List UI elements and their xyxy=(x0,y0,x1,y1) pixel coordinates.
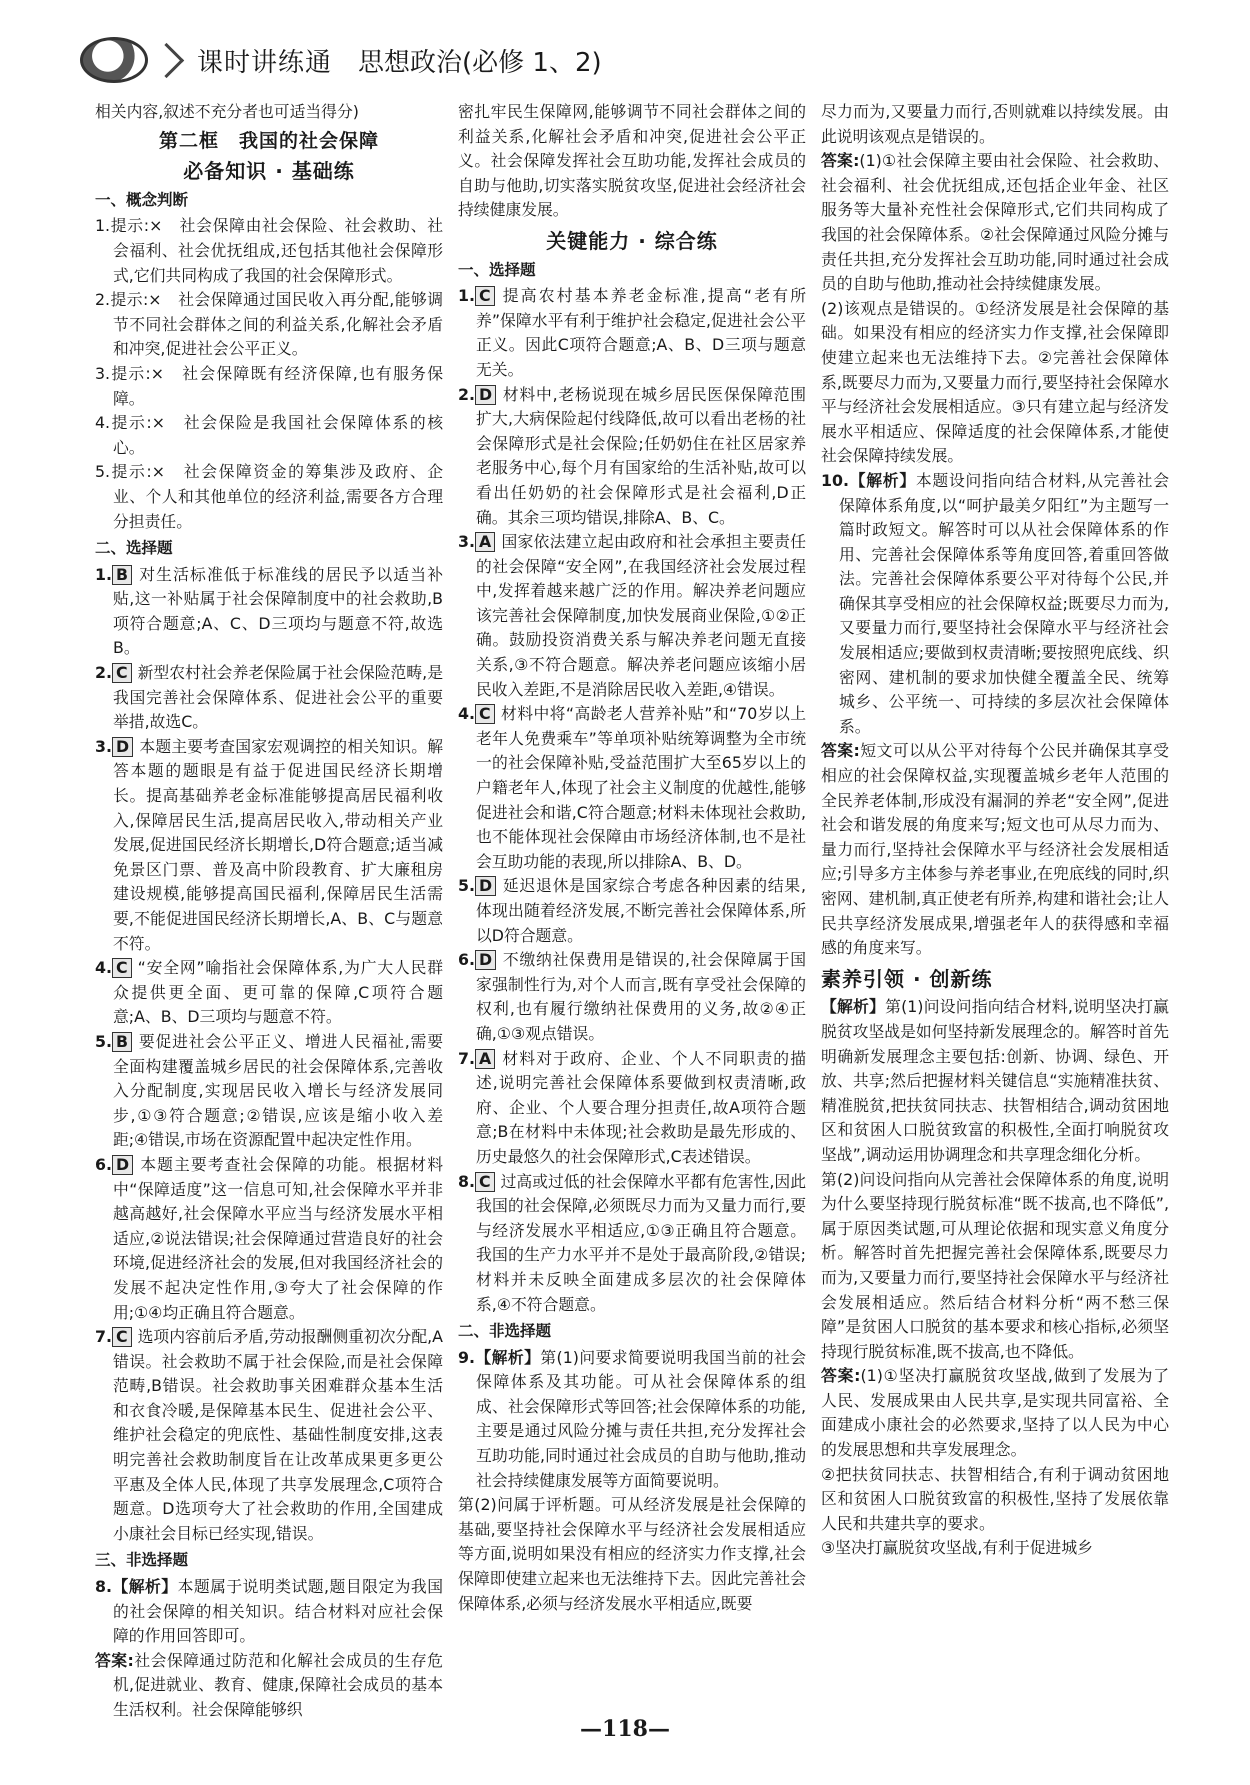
heading-concept: 一、概念判断 xyxy=(95,190,189,209)
q8-answer: 答案:社会保障通过防范和化解社会成员的生存危机,促进就业、教育、健康,保障社会成员的基本生活权利。社会保障能够织 xyxy=(95,1650,443,1719)
content-columns xyxy=(95,100,1170,1719)
concept-item: 1.提示:× 社会保障由社会保险、社会救助、社会福利、社会优抚组成,还包括其他社会保障形式,它们共同构成了我国的社会保障形式。 xyxy=(95,216,443,285)
q9-analysis: 9.【解析】第(1)问要求简要说明我国当前的社会保障体系及其功能。可从社会保障体系的组成、社会保障形式等回答;社会保障体系的功能,主要是通过风险分摊与责任共担,充分发挥社会互助功能,同时通过社会成员的自助与他助,推动社会持续健康发展等方面简要说明。 xyxy=(458,1347,806,1490)
answer-badge: D xyxy=(112,737,133,757)
answer-badge: D xyxy=(112,1155,133,1175)
answer-badge: B xyxy=(112,1032,132,1052)
heading-nonchoice: 三、非选择题 xyxy=(95,1551,189,1570)
section-title-ability: 关键能力 · 综合练 xyxy=(546,228,718,253)
choice-item: 2. C 新型农村社会养老保险属于社会保险范畴,是我国完善社会保障体系、促进社会公平的重要举措,故选C。 xyxy=(95,663,443,732)
page-number: —118— xyxy=(580,1716,670,1742)
answer-badge: C xyxy=(475,704,495,724)
concept-item: 5.提示:× 社会保障资金的筹集涉及政府、企业、个人和其他单位的经济利益,需要各方合理分担责任。 xyxy=(95,462,443,531)
innovation-analysis: 【解析】第(1)问设问指向结合材料,说明坚决打赢脱贫攻坚战是如何坚持新发展理念的。解答时首先明确新发展理念主要包括:创新、协调、绿色、开放、共享;然后把握材料关键信息“实施精准扶贫、精准脱贫,把扶贫同扶志、扶智相结合,调动贫困地区和贫困人口脱贫致富的积极性,全面打响脱贫攻坚战”,调动运用协调理念和共享理念细化分析。 xyxy=(821,997,1169,1164)
q10-answer: 答案:短文可以从公平对待每个公民并确保其享受相应的社会保障权益,实现覆盖城乡老年人范围的全民养老体制,形成没有漏洞的养老“安全网”,促进社会和谐发展的角度来写;短文也可从尽力而为、量力而行,坚持社会保障水平与经济社会发展相适应;引导多方主体参与养老事业,在兜底线的同时,织密网、建机制,真正使老有所养,构建和谐社会;让人民共享经济发展成果,增强老年人的获得感和幸福感的角度来写。 xyxy=(821,741,1169,958)
choice-item: 8. C 过高或过低的社会保障水平都有危害性,因此我国的社会保障,必须既尽力而为又量力而行,要与经济发展水平相适应,①③正确且符合题意。我国的生产力水平并不是处于最高阶段,②错误;材料并未反映全面建成多层次的社会保障体系,④不符合题意。 xyxy=(458,1171,806,1314)
concept-item: 3.提示:× 社会保障既有经济保障,也有服务保障。 xyxy=(95,363,443,408)
carry-text: 密扎牢民生保障网,能够调节不同社会群体之间的利益关系,化解社会矛盾和冲突,促进社会公平正义。社会保障发挥社会互助功能,发挥社会成员的自助与他助,切实落实脱贫攻坚,促进社会经济社会持续健康发展。 xyxy=(458,102,806,220)
page-header xyxy=(80,28,1170,92)
section-title-basic: 必备知识 · 基础练 xyxy=(183,159,355,184)
choice-item: 7. A 材料对于政府、企业、个人不同职责的描述,说明完善社会保障体系要做到权责清晰,政府、企业、个人要合理分担责任,故A项符合题意;B在材料中未体现;社会救助是最先形成的、历史最悠久的社会保障形式,C表述错误。 xyxy=(458,1048,806,1166)
innovation-analysis-2: 第(2)问设问指向从完善社会保障体系的角度,说明为什么要坚持现行脱贫标准“既不拔高,也不降低”,属于原因类试题,可从理论依据和现实意义角度分析。解答时首先把握完善社会保障体系,既要尽力而为,又要量力而行,要坚持社会保障水平与经济社会发展相适应。然后结合材料分析“两不愁三保障”是贫困人口脱贫的基本要求和核心指标,必须坚持现行脱贫标准,既不拔高,也不降低。 xyxy=(821,1169,1169,1361)
choice-item: 3. A 国家依法建立起由政府和社会承担主要责任的社会保障“安全网”,在我国经济社会发展过程中,发挥着越来越广泛的作用。解决养老问题应该完善社会保障制度,加快发展商业保险,①②正确。鼓励投资消费关系与解决养老问题无直接关系,③不符合题意。解决养老问题应该缩小居民收入差距,不是消除居民收入差距,④错误。 xyxy=(458,532,806,699)
answer-badge: B xyxy=(112,565,132,585)
choice-item: 6. D 不缴纳社保费用是错误的,社会保障属于国家强制性行为,对个人而言,既有享受社会保障的权利,也有履行缴纳社保费用的义务,故②④正确,①③观点错误。 xyxy=(458,950,806,1043)
chevron-right-icon xyxy=(149,42,184,77)
answer-badge: C xyxy=(112,1327,132,1347)
concept-item: 4.提示:× 社会保险是我国社会保障体系的核心。 xyxy=(95,413,443,457)
q9-answer-2: (2)该观点是错误的。①经济发展是社会保障的基础。如果没有相应的经济实力作支撑,社会保障即使建立起来也无法维持下去。②完善社会保障体系,既要尽力而为,又要量力而行,要坚持社会保障水平与经济社会发展相适应。③只有建立起与经济发展水平相适应、保障适度的社会保障体系,才能使社会保障持续发展。 xyxy=(821,298,1169,466)
choice-item: 3. D 本题主要考查国家宏观调控的相关知识。解答本题的题眼是有益于促进国民经济长期增长。提高基础养老金标准能够提高居民福利收入,保障居民生活,提高居民收入,带动相关产业发展,促进国民经济长期增长,D符合题意;适当减免景区门票、普及高中阶段教育、扩大廉租房建设规模,能够提高国民福利,保障居民生活需要,不能促进国民经济长期增长,A、B、C与题意不符。 xyxy=(95,736,443,953)
concept-item: 2.提示:× 社会保障通过国民收入再分配,能够调节不同社会群体之间的利益关系,化解社会矛盾和冲突,促进社会公平正义。 xyxy=(95,290,443,359)
subject-title: 思想政治(必修 1、2) xyxy=(358,47,602,78)
choice-item: 1. C 提高农村基本养老金标准,提高“老有所养”保障水平有利于维护社会稳定,促进社会公平正义。因此C项符合题意;A、B、D三项与题意无关。 xyxy=(458,286,806,379)
answer-badge: A xyxy=(475,532,495,552)
choice-item: 1. B 对生活标准低于标准线的居民予以适当补贴,这一补贴属于社会保障制度中的社会救助,B项符合题意;A、C、D三项均与题意不符,故选B。 xyxy=(95,564,443,658)
heading-choice: 二、选择题 xyxy=(95,539,173,558)
choice-item: 4. C 材料中将“高龄老人营养补贴”和“70岁以上老年人免费乘车”等单项补贴统筹调整为全市统一的社会保障补贴,受益范围扩大至65岁以上的户籍老年人,体现了社会主义制度的优越性,能够促进社会和谐,C符合题意;材料未体现社会救助,也不能体现社会保障由市场经济体制,也不是社会互助功能的表现,所以排除A、B、D。 xyxy=(458,704,806,871)
answer-badge: D xyxy=(475,876,496,896)
choice-item: 2. D 材料中,老杨说现在城乡居民医保保障范围扩大,大病保险起付线降低,故可以看出老杨的社会保障形式是社会保险;任奶奶住在社区居家养老服务中心,每个月有国家给的生活补贴,故可以看出任奶奶的社会保障形式是社会福利,D正确。其余三项均错误,排除A、B、C。 xyxy=(458,384,806,527)
lesson-title: 第二框 我国的社会保障 xyxy=(158,129,379,152)
heading-nonchoice: 二、非选择题 xyxy=(458,1322,552,1341)
q9-answer: 答案:(1)①社会保障主要由社会保险、社会救助、社会福利、社会优抚组成,还包括企业年金、社区服务等大量补充性社会保障形式,它们共同构成了我国的社会保障体系。②社会保障通过风险分摊与责任共担,充分发挥社会互助功能,同时通过社会成员的自助与他助,推动社会持续健康发展。 xyxy=(821,151,1169,294)
answer-badge: C xyxy=(112,958,132,978)
answer-badge: D xyxy=(475,950,496,970)
q9-analysis-2: 第(2)问属于评析题。可从经济发展是社会保障的基础,要坚持社会保障水平与经济社会发展相适应等方面,说明如果没有相应的经济实力作支撑,社会保障即使建立起来也无法维持下去。因此完善社会保障体系,必须与经济发展水平相适应,既要 xyxy=(458,1495,806,1613)
answer-badge: A xyxy=(475,1049,495,1069)
column-2 xyxy=(458,100,806,1690)
column-1 xyxy=(95,100,443,1719)
heading-choice: 一、选择题 xyxy=(458,260,536,279)
choice-item: 7. C 选项内容前后矛盾,劳动报酬侧重初次分配,A错误。社会救助不属于社会保险,而是社会保障范畴,B错误。社会救助事关困难群众基本生活和衣食冷暖,是保障基本民生、促进社会公平、维护社会稳定的兜底性、基础性制度安排,这表明完善社会救助制度旨在让改革成果更多更公平惠及全体人民,体现了共享发展理念,C项符合题意。D选项夸大了社会救助的作用,全国建成小康社会目标已经实现,错误。 xyxy=(95,1327,443,1543)
innovation-answer: 答案:(1)①坚决打赢脱贫攻坚战,做到了发展为了人民、发展成果由人民共享,是实现共同富裕、全面建成小康社会的必然要求,坚持了以人民为中心的发展思想和共享发展理念。 xyxy=(821,1366,1169,1460)
answer-badge: C xyxy=(475,1172,495,1192)
column-3 xyxy=(821,100,1169,1690)
book-title: 课时讲练通 xyxy=(197,47,333,78)
innovation-answer-3: ③坚决打赢脱贫攻坚战,有利于促进城乡 xyxy=(821,1538,1093,1558)
choice-item: 5. B 要促进社会公平正义、增进人民福祉,需要全面构建覆盖城乡居民的社会保障体系,完善收入分配制度,实现居民收入增长与经济发展同步,①③符合题意;②错误,应该是缩小收入差距;④错误,市场在资源配置中起决定性作用。 xyxy=(95,1031,443,1150)
answer-badge: C xyxy=(112,663,132,683)
innovation-answer-2: ②把扶贫同扶志、扶智相结合,有利于调动贫困地区和贫困人口脱贫致富的积极性,坚持了发展依靠人民和共建共享的要求。 xyxy=(821,1464,1169,1533)
section-title-innovation: 素养引领 · 创新练 xyxy=(821,966,993,991)
q10-analysis: 10.【解析】本题设问指向结合材料,从完善社会保障体系角度,以“呵护最美夕阳红”为主题写一篇时政短文。解答时可以从社会保障体系的作用、完善社会保障体系等角度回答,着重回答做法。完善社会保障体系要公平对待每个公民,并确保其享受相应的社会保障权益;既要尽力而为,又要量力而行,要坚持社会保障水平与经济社会发展相适应;要做到权责清晰;要按照兜底线、织密网、建机制的要求加快健全覆盖全民、统筹城乡、公平统一、可持续的多层次社会保障体系。 xyxy=(821,470,1169,736)
answer-badge: D xyxy=(475,385,496,405)
choice-item: 6. D 本题主要考查社会保障的功能。根据材料中“保障适度”这一信息可知,社会保障水平并非越高越好,社会保障水平应当与经济发展水平相适应,②说法错误;社会保障通过营造良好的社会环境,促进经济社会的发展,但对我国经济社会的发展不起决定性作用,③夸大了社会保障的作用;①④均正确且符合题意。 xyxy=(95,1154,443,1322)
answer-badge: C xyxy=(475,286,495,306)
q8-analysis: 8.【解析】本题属于说明类试题,题目限定为我国的社会保障的相关知识。结合材料对应社会保障的作用回答即可。 xyxy=(95,1577,443,1646)
carry-text: 尽力而为,又要量力而行,否则就难以持续发展。由此说明该观点是错误的。 xyxy=(821,102,1169,146)
choice-item: 5. D 延迟退休是国家综合考虑各种因素的结果,体现出随着经济发展,不断完善社会保障体系,所以D符合题意。 xyxy=(458,876,806,945)
carry-text: 相关内容,叙述不充分者也可适当得分) xyxy=(95,102,359,121)
choice-item: 4. C “安全网”喻指社会保障体系,为广大人民群众提供更全面、更可靠的保障,C项符合题意;A、B、D三项均与题意不符。 xyxy=(95,958,443,1027)
publisher-logo-icon xyxy=(80,37,148,83)
